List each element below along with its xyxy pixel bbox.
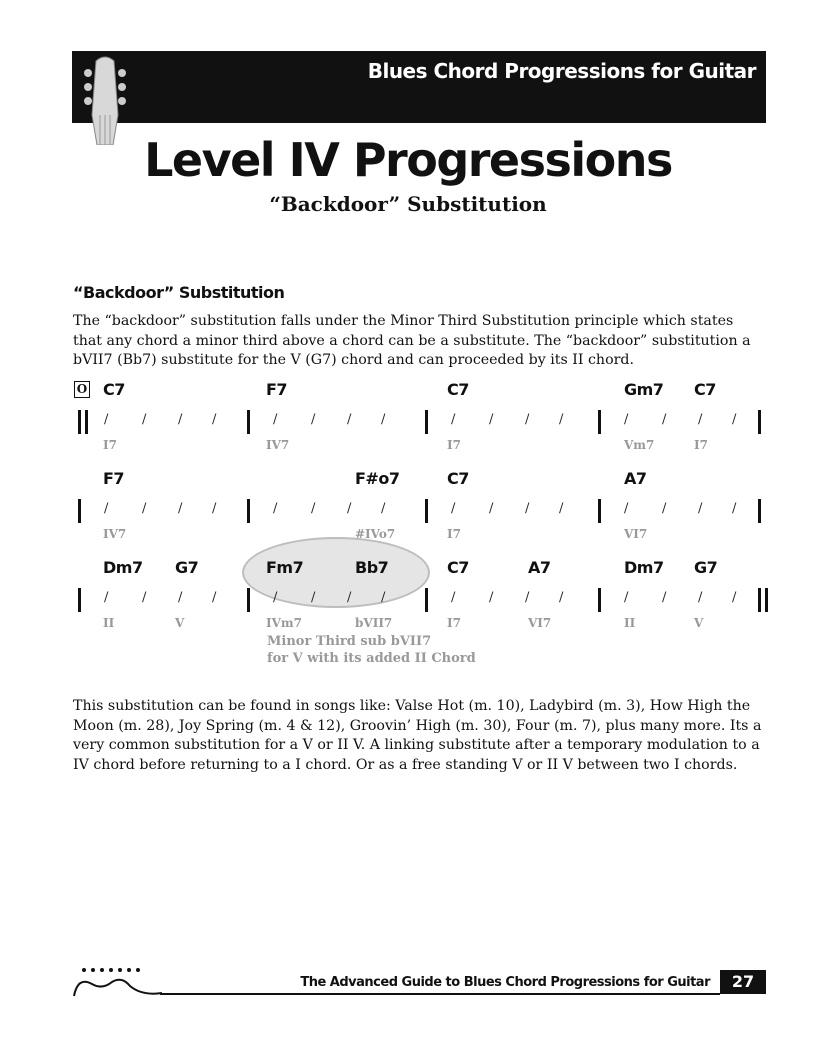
beat-slash: / xyxy=(142,501,147,516)
beat-slash: / xyxy=(698,501,703,516)
barline xyxy=(247,410,250,434)
page-number: 27 xyxy=(720,970,766,994)
barline xyxy=(758,410,761,434)
beat-slash: / xyxy=(273,412,278,427)
beat-slash: / xyxy=(104,412,109,427)
beat-slash: / xyxy=(381,501,386,516)
roman-numeral: V xyxy=(175,616,185,630)
beat-slash: / xyxy=(212,501,217,516)
chord-symbol: C7 xyxy=(447,380,469,399)
barline xyxy=(598,410,601,434)
beat-slash: / xyxy=(662,412,667,427)
beat-slash: / xyxy=(311,590,316,605)
beat-slash: / xyxy=(525,501,530,516)
chord-symbol: F7 xyxy=(266,380,288,399)
beat-slash: / xyxy=(662,590,667,605)
beat-slash: / xyxy=(347,590,352,605)
substitution-note xyxy=(267,633,476,667)
roman-numeral: Vm7 xyxy=(624,438,655,452)
footer-guitar-ornament-icon xyxy=(72,962,172,1002)
barline xyxy=(425,499,428,523)
beat-slash: / xyxy=(212,412,217,427)
chord-symbol: G7 xyxy=(175,558,199,577)
chord-symbol: F7 xyxy=(103,469,125,488)
footer-rule xyxy=(160,993,720,995)
beat-slash: / xyxy=(273,590,278,605)
barline xyxy=(598,588,601,612)
beat-slash: / xyxy=(624,501,629,516)
beat-slash: / xyxy=(624,590,629,605)
barline xyxy=(78,410,81,434)
page-subtitle: “Backdoor” Substitution xyxy=(269,192,547,216)
chord-symbol: Dm7 xyxy=(103,558,143,577)
beat-slash: / xyxy=(451,412,456,427)
roman-numeral: V xyxy=(694,616,704,630)
beat-slash: / xyxy=(559,501,564,516)
chord-symbol: A7 xyxy=(528,558,551,577)
beat-slash: / xyxy=(273,501,278,516)
roman-numeral: IVm7 xyxy=(266,616,302,630)
beat-slash: / xyxy=(104,590,109,605)
section-heading: “Backdoor” Substitution xyxy=(73,283,285,302)
beat-slash: / xyxy=(381,412,386,427)
barline xyxy=(425,588,428,612)
beat-slash: / xyxy=(311,412,316,427)
roman-numeral: #IVo7 xyxy=(355,527,396,541)
beat-slash: / xyxy=(104,501,109,516)
footer-book-title: The Advanced Guide to Blues Chord Progressions for Guitar xyxy=(300,975,710,990)
beat-slash: / xyxy=(489,501,494,516)
roman-numeral: II xyxy=(103,616,115,630)
beat-slash: / xyxy=(732,590,737,605)
beat-slash: / xyxy=(624,412,629,427)
roman-numeral: IV7 xyxy=(266,438,290,452)
roman-numeral: VI7 xyxy=(528,616,552,630)
intro-paragraph: The “backdoor” substitution falls under the Minor Third Substitution principle which states that any chord a minor third above a chord can be a substitute. The “backdoor” substitution a bVII7 (Bb7) substitute for the V (G7) chord and can proceeded by its II chord. xyxy=(73,313,751,368)
roman-numeral: I7 xyxy=(447,438,461,452)
barline xyxy=(425,410,428,434)
barline xyxy=(758,588,761,612)
beat-slash: / xyxy=(732,412,737,427)
beat-slash: / xyxy=(489,590,494,605)
beat-slash: / xyxy=(347,501,352,516)
roman-numeral: I7 xyxy=(447,616,461,630)
beat-slash: / xyxy=(451,501,456,516)
beat-slash: / xyxy=(662,501,667,516)
chord-symbol: A7 xyxy=(624,469,647,488)
barline xyxy=(758,499,761,523)
beat-slash: / xyxy=(347,412,352,427)
beat-slash: / xyxy=(451,590,456,605)
beat-slash: / xyxy=(525,412,530,427)
beat-slash: / xyxy=(212,590,217,605)
beat-slash: / xyxy=(178,590,183,605)
roman-numeral: I7 xyxy=(694,438,708,452)
beat-slash: / xyxy=(489,412,494,427)
beat-slash: / xyxy=(381,590,386,605)
beat-slash: / xyxy=(559,590,564,605)
roman-numeral: VI7 xyxy=(624,527,648,541)
note-line-2: for V with its added II Chord xyxy=(267,651,476,666)
chord-symbol: C7 xyxy=(694,380,716,399)
chord-symbol: C7 xyxy=(103,380,125,399)
segment-label: O xyxy=(74,381,90,398)
beat-slash: / xyxy=(178,412,183,427)
beat-slash: / xyxy=(311,501,316,516)
beat-slash: / xyxy=(142,590,147,605)
header-title: Blues Chord Progressions for Guitar xyxy=(367,59,756,83)
roman-numeral: I7 xyxy=(103,438,117,452)
barline xyxy=(78,499,81,523)
beat-slash: / xyxy=(698,412,703,427)
beat-slash: / xyxy=(525,590,530,605)
barline xyxy=(247,588,250,612)
chord-symbol: C7 xyxy=(447,558,469,577)
barline xyxy=(78,588,81,612)
beat-slash: / xyxy=(142,412,147,427)
barline xyxy=(85,410,88,434)
chord-symbol: Fm7 xyxy=(266,558,304,577)
beat-slash: / xyxy=(559,412,564,427)
chord-symbol: Gm7 xyxy=(624,380,664,399)
page-title: Level IV Progressions xyxy=(144,133,672,187)
chord-symbol: F#o7 xyxy=(355,469,400,488)
chord-symbol: Bb7 xyxy=(355,558,389,577)
chord-symbol: Dm7 xyxy=(624,558,664,577)
outro-paragraph: This substitution can be found in songs like: Valse Hot (m. 10), Ladybird (m. 3), How High the Moon (m. 28), Joy Spring (m. 4 & 12), Groovin’ High (m. 30), Four (m. 7), plus many more. Its a very common substitution for a V or II V. A linking substitute after a temporary modulation to a IV chord before returning to a I chord. Or as a free standing V or II V between two I chords. xyxy=(73,698,762,773)
barline xyxy=(598,499,601,523)
roman-numeral: II xyxy=(624,616,636,630)
chord-symbol: G7 xyxy=(694,558,718,577)
roman-numeral: bVII7 xyxy=(355,616,393,630)
chord-symbol: C7 xyxy=(447,469,469,488)
roman-numeral: IV7 xyxy=(103,527,127,541)
beat-slash: / xyxy=(732,501,737,516)
barline xyxy=(247,499,250,523)
beat-slash: / xyxy=(698,590,703,605)
roman-numeral: I7 xyxy=(447,527,461,541)
note-line-1: Minor Third sub bVII7 xyxy=(267,634,432,649)
beat-slash: / xyxy=(178,501,183,516)
barline xyxy=(765,588,768,612)
